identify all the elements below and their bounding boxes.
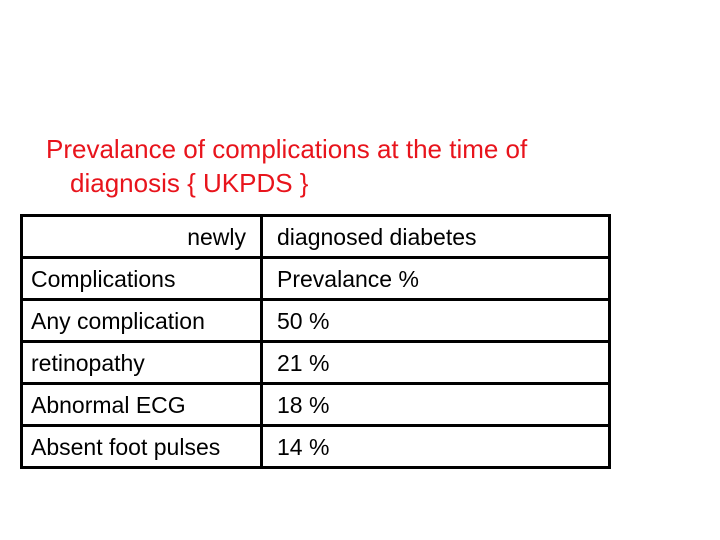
table-header-left: newly — [22, 216, 262, 258]
prevalence-cell: 18 % — [262, 384, 610, 426]
prevalence-cell: 14 % — [262, 426, 610, 468]
table-row — [22, 342, 610, 384]
complication-cell: retinopathy — [22, 342, 262, 384]
column-label-complications: Complications — [22, 258, 262, 300]
table-header-row — [22, 216, 610, 258]
table-row — [22, 300, 610, 342]
complication-cell: Absent foot pulses — [22, 426, 262, 468]
table-header-right: diagnosed diabetes — [262, 216, 610, 258]
complication-cell: Abnormal ECG — [22, 384, 262, 426]
complication-cell: Any complication — [22, 300, 262, 342]
column-label-prevalence: Prevalance % — [262, 258, 610, 300]
slide-title-line-2: diagnosis { UKPDS } — [70, 168, 309, 198]
complications-table — [20, 214, 611, 469]
table-row — [22, 384, 610, 426]
slide-title-line-1: Prevalance of complications at the time of — [46, 134, 528, 164]
slide-title — [46, 132, 686, 200]
prevalence-cell: 21 % — [262, 342, 610, 384]
table-row — [22, 426, 610, 468]
table-column-labels-row — [22, 258, 610, 300]
prevalence-cell: 50 % — [262, 300, 610, 342]
